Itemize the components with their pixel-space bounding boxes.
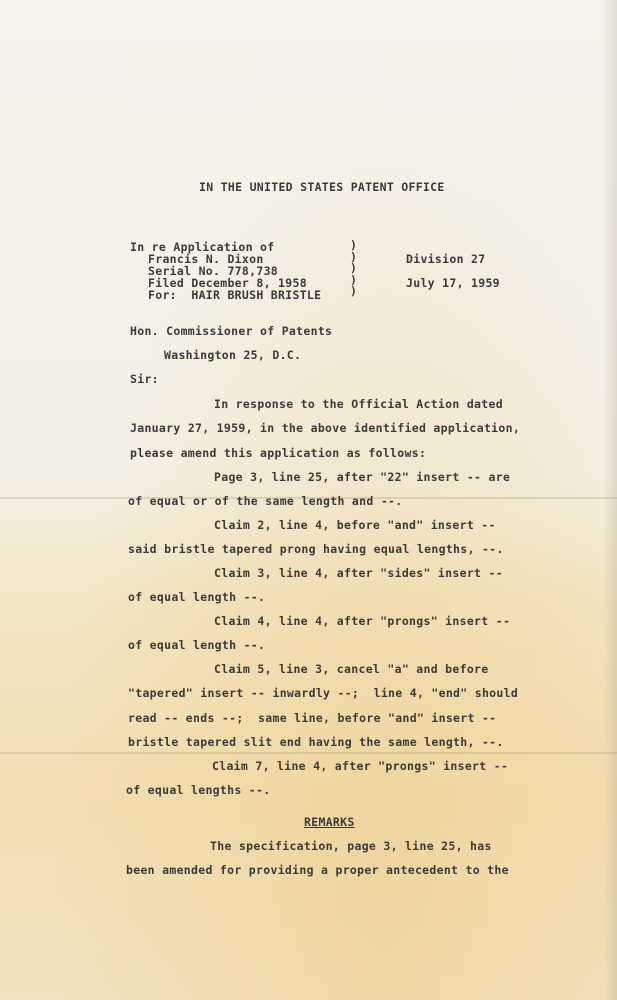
salutation: Sir: [130,372,159,386]
caption-parentheses: ) ) ) ) ) [350,238,357,298]
body-line: of equal length --. [128,638,266,652]
caption-line: Filed December 8, 1958 [148,276,307,290]
page-edge-shadow [603,0,617,1000]
remarks-line: been amended for providing a proper antecedent to the [126,863,509,877]
body-line: Claim 7, line 4, after "prongs" insert -- [212,759,509,773]
body-line: "tapered" insert -- inwardly --; line 4, "end" should [128,686,519,700]
address: Washington 25, D.C. [164,348,302,362]
body-line: of equal length --. [128,590,266,604]
body-line: In response to the Official Action dated [214,397,503,411]
remarks-heading: REMARKS [304,815,355,829]
caption-line: Francis N. Dixon [148,252,264,266]
body-line: Claim 2, line 4, before "and" insert -- [214,518,496,532]
caption-line: In re Application of [130,240,275,254]
caption-line: For: HAIR BRUSH BRISTLE [148,288,322,302]
document-date: July 17, 1959 [406,276,500,290]
body-line: Claim 5, line 3, cancel "a" and before [214,662,489,676]
body-line: Page 3, line 25, after "22" insert -- are [214,470,511,484]
body-line: of equal lengths --. [126,783,271,797]
body-line: read -- ends --; same line, before "and" insert -- [128,711,497,725]
body-line: January 27, 1959, in the above identified application, [130,421,521,435]
body-line: said bristle tapered prong having equal lengths, --. [128,542,504,556]
body-line: bristle tapered slit end having the same length, --. [128,735,504,749]
body-line: of equal or of the same length and --. [128,494,403,508]
fold-crease [0,752,617,754]
document-heading: IN THE UNITED STATES PATENT OFFICE [199,180,445,194]
division-label: Division 27 [406,252,486,266]
body-line: Claim 3, line 4, after "sides" insert -- [214,566,503,580]
body-line: Claim 4, line 4, after "prongs" insert -- [214,614,511,628]
addressee: Hon. Commissioner of Patents [130,324,333,338]
caption-line: Serial No. 778,738 [148,264,279,278]
remarks-line: The specification, page 3, line 25, has [210,839,492,853]
body-line: please amend this application as follows: [130,446,427,460]
